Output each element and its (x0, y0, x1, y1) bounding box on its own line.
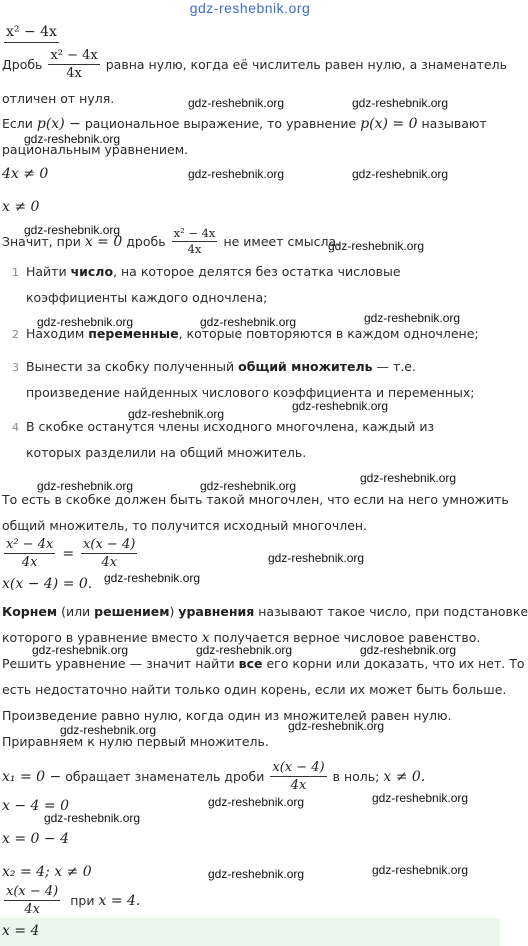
watermark: gdz-reshebnik.org (60, 723, 157, 737)
equation-x-minus-4: x − 4 = 0 (2, 798, 69, 814)
equation-x-zero-minus-4: x = 0 − 4 (2, 831, 69, 847)
last-text: при (70, 892, 95, 908)
eq-left-den: 4x (21, 555, 38, 570)
watermark: gdz-reshebnik.org (196, 643, 293, 657)
step-1-pre: Найти (26, 264, 71, 279)
para3-equation: x = 0 (84, 233, 123, 250)
watermark: gdz-reshebnik.org (208, 795, 305, 809)
para1-line1 (2, 48, 507, 81)
eq-right-fraction (81, 537, 137, 570)
watermark: gdz-reshebnik.org (188, 167, 285, 181)
para3-fraction (172, 227, 218, 256)
watermark: gdz-reshebnik.org (292, 399, 389, 413)
last-condition: x = 4. (98, 892, 141, 909)
para5-line2-a: которого в уравнение вместо (2, 630, 198, 645)
para3-mid: дробь (126, 233, 166, 249)
para2-line1 (2, 116, 487, 132)
watermark: gdz-reshebnik.org (37, 315, 134, 329)
para2-line2: рациональным уравнением. (2, 142, 189, 157)
eq-right-num: x(x − 4) (83, 537, 136, 552)
x1-condition: x ≠ 0. (383, 768, 426, 785)
answer: x = 4 (2, 923, 40, 939)
watermark: gdz-reshebnik.org (364, 311, 461, 325)
last-fraction-num: x(x − 4) (6, 884, 59, 899)
step-4-text: В скобке останутся члены исходного многочлена, каждый из которых разделили на общий множитель. (26, 419, 435, 460)
para2-mid: рациональное выражение, то уравнение (84, 116, 357, 131)
para1-fraction (48, 48, 99, 81)
watermark: gdz-reshebnik.org (360, 643, 457, 657)
watermark: gdz-reshebnik.org (24, 223, 121, 237)
para3-after: не имеет смысла. (223, 233, 341, 249)
para3-before: Значит, при (2, 233, 81, 249)
para6-a: Решить уравнение — значит найти (2, 656, 239, 671)
para5-bold-solution: решением (94, 604, 170, 619)
para5-bold-root: Корнем (2, 604, 58, 619)
header-fraction-numerator: x² − 4x (4, 24, 59, 43)
eq-left-fraction (4, 537, 55, 570)
watermark: gdz-reshebnik.org (200, 479, 297, 493)
step-3-pre: Вынести за скобку полученный (26, 359, 239, 374)
para4-line2: общий множитель, то получится исходный многочлен. (2, 518, 368, 533)
para2-px: p(x) − (36, 116, 81, 132)
step-number: 3 (12, 361, 19, 374)
step-item-1 (26, 259, 481, 311)
answer-highlight (0, 918, 500, 946)
para8: Приравняем к нулю первый множитель. (2, 734, 269, 749)
eq-left-num: x² − 4x (6, 537, 54, 552)
x1-fraction-num: x(x − 4) (272, 760, 325, 775)
watermark: gdz-reshebnik.org (352, 167, 449, 181)
x1-fraction (270, 760, 326, 793)
last-fraction (4, 884, 60, 917)
watermark: gdz-reshebnik.org (104, 571, 201, 585)
step-number: 2 (12, 328, 19, 341)
watermark: gdz-reshebnik.org (24, 132, 121, 146)
watermark: gdz-reshebnik.org (372, 791, 469, 805)
watermark: gdz-reshebnik.org (360, 471, 457, 485)
para5-t2: ) (169, 604, 179, 619)
para1-line2: отличен от нуля. (2, 91, 115, 106)
step-2-bold: переменные (88, 326, 179, 341)
x1-line (2, 760, 425, 793)
para1-after: равна нулю, когда её числитель равен нулю, а знаменатель (105, 56, 507, 72)
step-3-post: — т.е. произведение найденных числового коэффициента и переменных; (26, 359, 475, 400)
step-number: 1 (12, 266, 19, 279)
para2-after: называют (421, 116, 487, 131)
x1-equation: x₁ = 0 − (2, 768, 62, 785)
para4-line1: То есть в скобке должен быть такой многочлен, что если на него умножить (2, 492, 509, 507)
step-1-post: , на которое делятся без остатка числовые коэффициенты каждого одночлена; (26, 264, 401, 305)
para1-fraction-den: 4x (66, 66, 82, 81)
eq-equals: = (62, 545, 75, 562)
inequality-4x: 4x ≠ 0 (2, 166, 49, 182)
para6-line1 (2, 656, 525, 672)
watermark: gdz-reshebnik.org (128, 407, 225, 421)
para5-t3: называют такое число, при подстановке (254, 604, 528, 619)
step-1-bold: число (70, 264, 114, 279)
header-fraction (4, 24, 59, 43)
fraction-equation (2, 537, 139, 570)
watermark: gdz-reshebnik.org (200, 315, 297, 329)
watermark: gdz-reshebnik.org (372, 863, 469, 877)
x1-text: обращает знаменатель дроби (65, 768, 265, 784)
watermark: gdz-reshebnik.org (288, 719, 385, 733)
para6-c: его корни или доказать, что их нет. То (262, 656, 525, 671)
x1-after: в ноль; (332, 768, 380, 784)
step-2-pre: Находим (26, 326, 89, 341)
site-watermark-title: gdz-reshebnik.org (189, 0, 311, 16)
para7: Произведение равно нулю, когда один из множителей равен нулю. (2, 708, 452, 723)
watermark: gdz-reshebnik.org (44, 811, 141, 825)
equation-product-zero: x(x − 4) = 0. (2, 576, 93, 592)
watermark: gdz-reshebnik.org (328, 239, 425, 253)
step-item-4 (26, 414, 481, 466)
para3-fraction-den: 4x (187, 242, 202, 256)
para6-line2: есть недостаточно найти только один корень, если их может быть больше. (2, 682, 507, 697)
para5-t1: (или (57, 604, 95, 619)
para1-fraction-num: x² − 4x (50, 48, 98, 63)
eq-right-den: 4x (101, 555, 117, 570)
x1-fraction-den: 4x (290, 778, 307, 793)
watermark: gdz-reshebnik.org (37, 479, 134, 493)
para5-line2-b: получается верное числовое равенство. (213, 630, 481, 645)
watermark: gdz-reshebnik.org (188, 96, 285, 110)
watermark: gdz-reshebnik.org (268, 551, 365, 565)
step-item-3 (26, 354, 481, 406)
para5-x: x (201, 630, 210, 646)
watermark: gdz-reshebnik.org (352, 96, 449, 110)
para5-bold-equation: уравнения (178, 604, 255, 619)
watermark: gdz-reshebnik.org (32, 643, 129, 657)
para5-line1 (2, 604, 528, 620)
para6-bold-all: все (238, 656, 263, 671)
step-number: 4 (12, 421, 19, 434)
watermark: gdz-reshebnik.org (208, 867, 305, 881)
para1-before: Дробь (2, 56, 43, 72)
last-fraction-den: 4x (24, 902, 40, 917)
para3-fraction-num: x² − 4x (173, 226, 216, 240)
step-3-bold: общий множитель (238, 359, 373, 374)
para2-equation: p(x) = 0 (360, 116, 418, 132)
last-line (2, 884, 140, 917)
para2-before: Если (2, 116, 33, 131)
equation-x2: x₂ = 4; x ≠ 0 (2, 864, 92, 880)
step-2-post: , которые повторяются в каждом одночлене; (178, 326, 479, 341)
inequality-x: x ≠ 0 (2, 199, 40, 215)
